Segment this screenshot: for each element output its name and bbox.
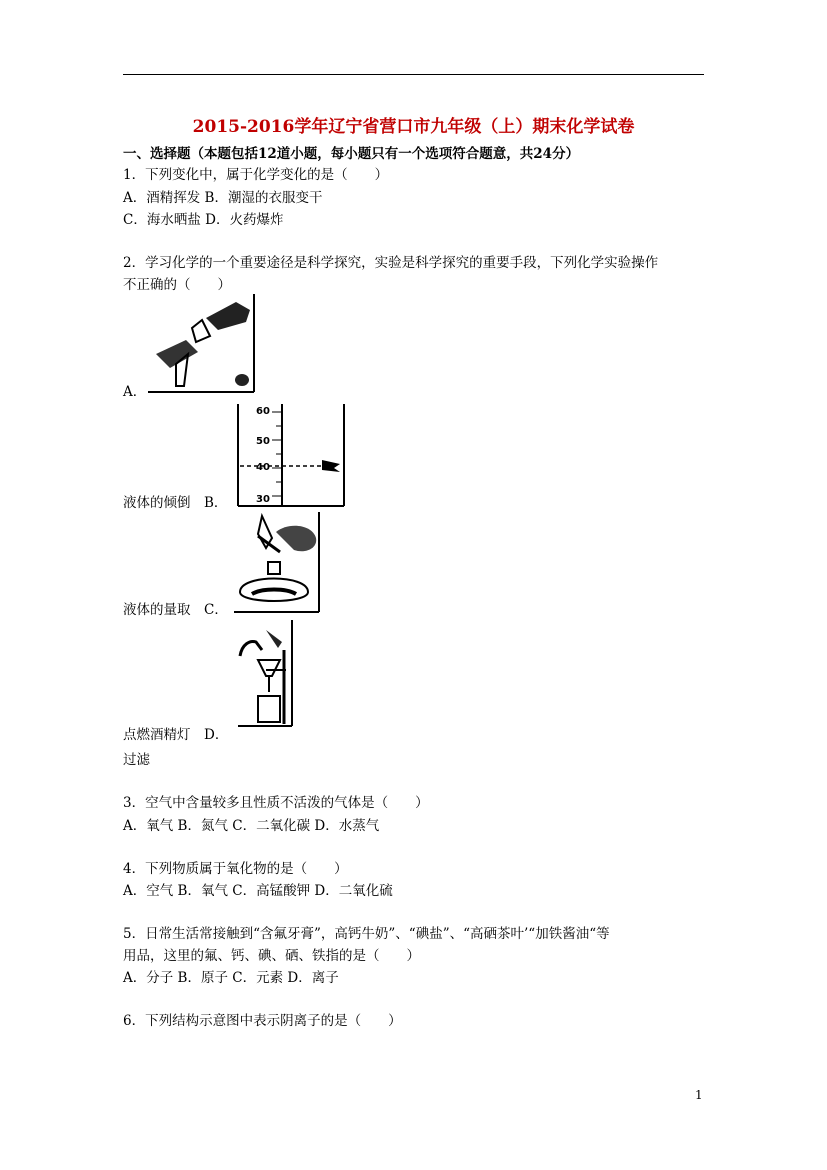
cylinder-tick-60: 60: [256, 406, 270, 417]
cylinder-tick-30: 30: [256, 494, 270, 505]
question-2-option-b-label: 液体的倾倒 B．: [123, 495, 228, 511]
cylinder-tick-50: 50: [256, 436, 270, 447]
question-3-stem: 3．空气中含量较多且性质不活泼的气体是（ ）: [123, 795, 429, 811]
header-rule: [123, 74, 704, 75]
page-title: 2015-2016学年辽宁省营口市九年级（上）期末化学试卷: [192, 117, 635, 137]
question-5-stem-2: 用品，这里的氟、钙、碘、硒、铁指的是（ ）: [123, 948, 420, 964]
question-6-stem: 6．下列结构示意图中表示阴离子的是（ ）: [123, 1013, 402, 1029]
question-5-stem-1: 5．日常生活常接触到“含氟牙膏”，高钙牛奶”、“碘盐”、“高硒茶叶’“加铁酱油“等: [123, 926, 610, 942]
cylinder-tick-40: 40: [256, 462, 270, 473]
question-4-options: A．空气 B．氧气 C．高锰酸钾 D．二氧化硫: [123, 883, 393, 899]
question-3-options: A．氧气 B．氮气 C．二氧化碳 D．水蒸气: [123, 818, 380, 834]
page-number: 1: [695, 1088, 703, 1102]
figure-filtration: [236, 620, 296, 728]
question-2-option-a-label: A．: [123, 384, 147, 400]
figure-pouring-liquid: [146, 294, 258, 394]
question-2-stem-1: 2．学习化学的一个重要途径是科学探究，实验是科学探究的重要手段，下列化学实验操作: [123, 255, 659, 271]
question-1-options-2: C．海水晒盐 D．火药爆炸: [123, 212, 284, 228]
figure-measuring-cylinder: [236, 404, 348, 508]
question-1-options-1: A．酒精挥发 B．潮湿的衣服变干: [123, 190, 323, 206]
question-2-stem-2: 不正确的（ ）: [123, 277, 231, 293]
figure-alcohol-lamp: [232, 512, 322, 614]
question-1-stem: 1．下列变化中，属于化学变化的是（ ）: [123, 167, 389, 183]
question-2-option-d-label: 点燃酒精灯 D．: [123, 727, 229, 743]
question-2-option-c-label: 液体的量取 C．: [123, 602, 228, 618]
question-4-stem: 4．下列物质属于氧化物的是（ ）: [123, 861, 348, 877]
question-2-option-d-caption: 过滤: [123, 752, 150, 768]
section-header: 一、选择题（本题包括12道小题，每小题只有一个选项符合题意，共24分）: [123, 146, 580, 162]
question-5-options: A．分子 B．原子 C．元素 D．离子: [123, 970, 339, 986]
